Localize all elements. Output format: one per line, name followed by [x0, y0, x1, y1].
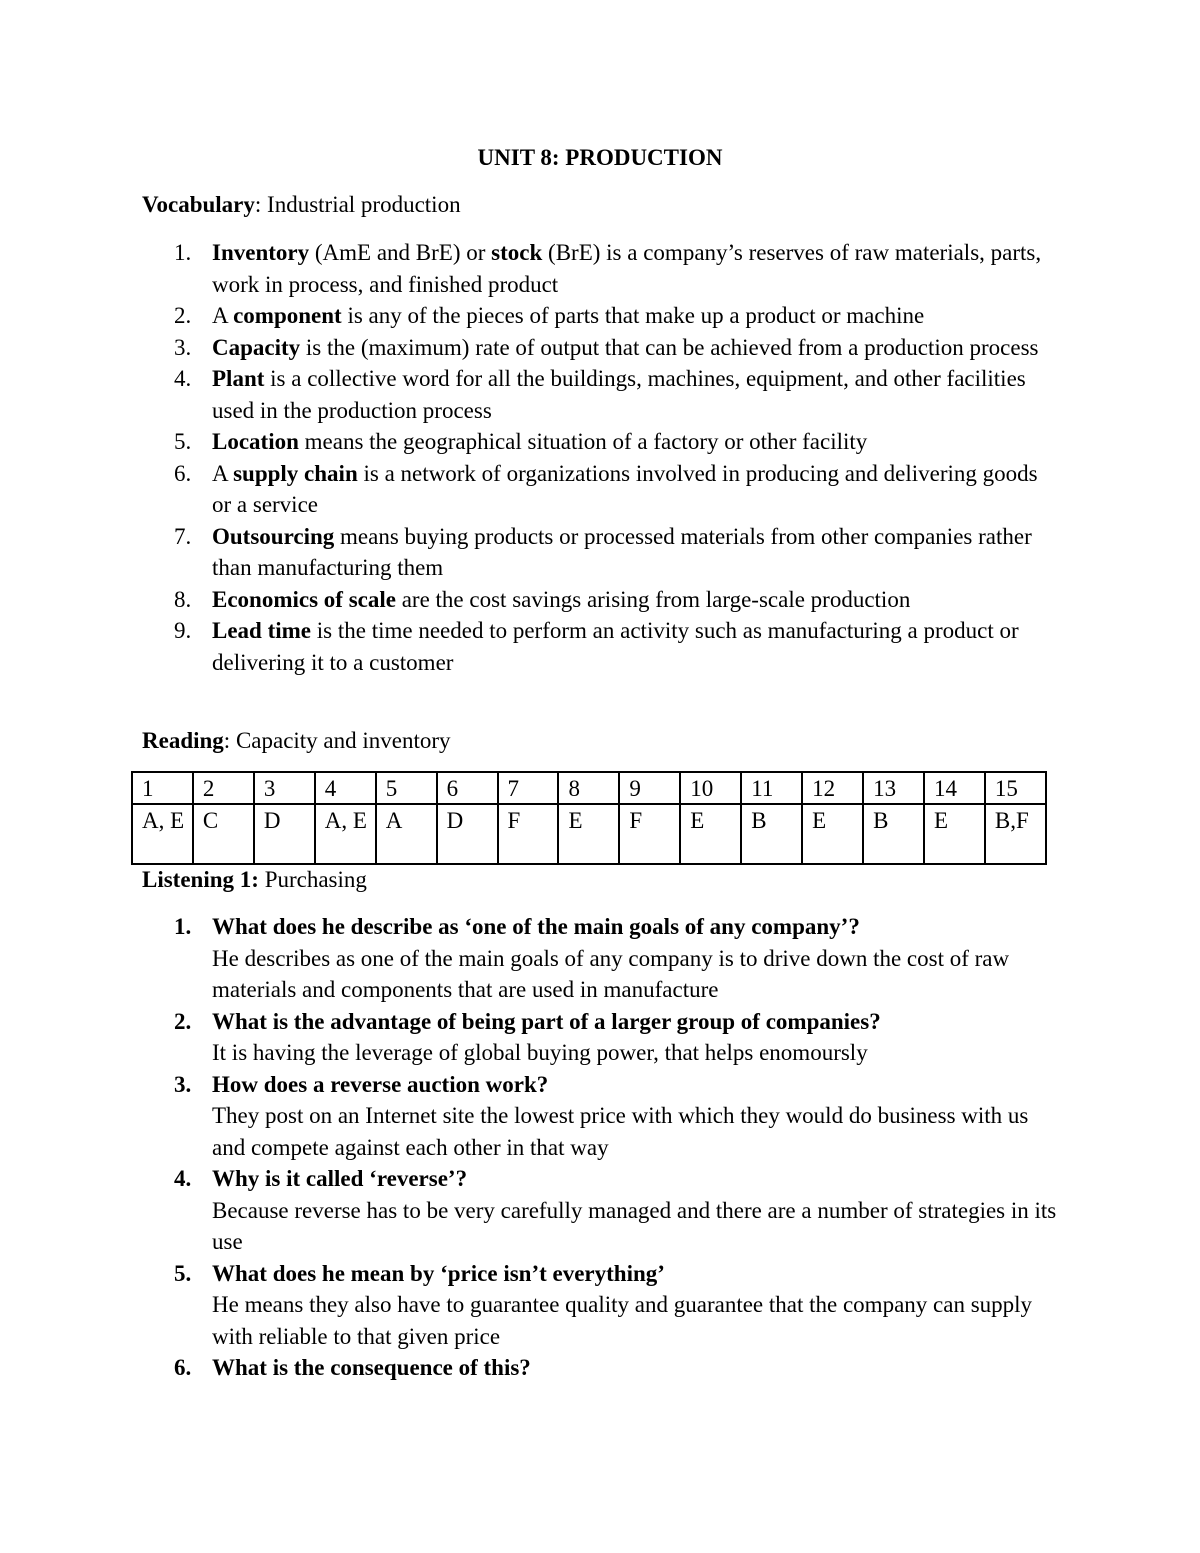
- item-number: 6.: [174, 1355, 192, 1380]
- item-number: 2.: [174, 303, 192, 328]
- vocabulary-item: [142, 300, 1062, 332]
- listening-item: [142, 1352, 1062, 1384]
- listening-answer: He means they also have to guarantee quality and guarantee that the company can supply with reliable to that given price: [212, 1292, 1033, 1349]
- listening-answer: He describes as one of the main goals of any company is to drive down the cost of raw materials and components that are used in manufacture: [212, 945, 1010, 1002]
- answer-cell: E: [802, 804, 863, 864]
- vocabulary-term: component: [233, 303, 342, 328]
- listening-answer: They post on an Internet site the lowest price with which they would do business with us and compete against each other in that way: [212, 1103, 1029, 1160]
- listening-heading: [142, 864, 1062, 896]
- vocabulary-item: [142, 584, 1062, 616]
- question-number-cell: 14: [924, 772, 985, 804]
- question-number-cell: 6: [437, 772, 498, 804]
- listening-item: [142, 1163, 1062, 1258]
- table-row: [132, 804, 1046, 864]
- item-number: 4.: [174, 366, 192, 391]
- question-number-cell: 1: [132, 772, 193, 804]
- vocabulary-heading: Vocabulary: Industrial production: [142, 192, 461, 217]
- vocabulary-definition: (BrE) is a company’s reserves of raw materials, parts, work in process, and finished product: [212, 240, 1042, 297]
- item-number: 4.: [174, 1166, 192, 1191]
- listening-answer: It is having the leverage of global buying power, that helps enomoursly: [212, 1040, 868, 1065]
- vocabulary-term: Plant: [212, 366, 265, 391]
- question-number-cell: 15: [985, 772, 1046, 804]
- vocabulary-prefix: A: [212, 460, 234, 486]
- answer-cell: D: [437, 804, 498, 864]
- reading-topic: Capacity and inventory: [235, 728, 451, 753]
- vocabulary-label: Vocabulary: [142, 192, 255, 217]
- vocabulary-item: [142, 363, 1062, 426]
- listening-item: [142, 911, 1062, 1006]
- vocabulary-item: [142, 615, 1062, 678]
- answer-cell: E: [680, 804, 741, 864]
- vocabulary-definition: are the cost savings arising from large-scale production: [395, 586, 911, 612]
- vocabulary-term: Inventory: [212, 240, 310, 265]
- item-number: 3.: [174, 1071, 192, 1097]
- answer-cell: A: [376, 804, 437, 864]
- listening-question: What does he describe as ‘one of the main goals of any company’?: [212, 914, 860, 939]
- listening-label: Listening 1:: [142, 867, 259, 892]
- listening-item: [142, 1006, 1062, 1069]
- item-number: 2.: [174, 1008, 192, 1034]
- answer-cell: B: [863, 804, 924, 864]
- vocabulary-list: [142, 237, 1062, 678]
- vocabulary-term: Economics of scale: [212, 586, 396, 612]
- vocabulary-item: [142, 458, 1062, 521]
- question-number-cell: 11: [741, 772, 802, 804]
- listening-question: What does he mean by ‘price isn’t everything’: [212, 1260, 665, 1286]
- answer-cell: B: [741, 804, 802, 864]
- question-number-cell: 9: [619, 772, 680, 804]
- listening-item: [142, 1069, 1062, 1164]
- item-number: 1.: [174, 914, 192, 939]
- vocabulary-definition: is the (maximum) rate of output that can be achieved from a production process: [300, 334, 1039, 360]
- vocabulary-prefix: A: [212, 303, 234, 328]
- vocabulary-term: supply chain: [233, 460, 358, 486]
- question-number-cell: 4: [315, 772, 376, 804]
- answer-cell: E: [924, 804, 985, 864]
- vocabulary-term: Capacity: [212, 334, 301, 360]
- vocabulary-item: [142, 426, 1062, 458]
- answer-cell: D: [254, 804, 315, 864]
- question-number-cell: 13: [863, 772, 924, 804]
- listening-question: How does a reverse auction work?: [212, 1071, 549, 1097]
- answer-cell: A, E: [132, 804, 193, 864]
- listening-question: Why is it called ‘reverse’?: [212, 1166, 468, 1191]
- item-number: 6.: [174, 460, 192, 486]
- vocabulary-term: Outsourcing: [212, 523, 335, 549]
- vocabulary-item: [142, 237, 1062, 300]
- answer-cell: C: [193, 804, 254, 864]
- vocabulary-item: [142, 521, 1062, 584]
- item-number: 3.: [174, 334, 192, 360]
- listening-list: [142, 911, 1062, 1384]
- question-number-cell: 2: [193, 772, 254, 804]
- vocabulary-term: Lead time: [212, 618, 312, 643]
- listening-question: What is the advantage of being part of a larger group of companies?: [212, 1008, 881, 1034]
- vocabulary-topic: Industrial production: [267, 192, 461, 217]
- question-number-cell: 7: [498, 772, 559, 804]
- vocabulary-definition: is a collective word for all the buildings, machines, equipment, and other facilities used in the production process: [212, 366, 1026, 423]
- answer-cell: E: [558, 804, 619, 864]
- question-number-cell: 5: [376, 772, 437, 804]
- reading-label: Reading: [142, 728, 224, 753]
- listening-question: What is the consequence of this?: [212, 1355, 531, 1380]
- vocabulary-definition: means the geographical situation of a factory or other facility: [298, 429, 868, 454]
- answer-cell: A, E: [315, 804, 376, 864]
- question-number-cell: 12: [802, 772, 863, 804]
- listening-item: [142, 1258, 1062, 1353]
- item-number: 5.: [174, 1260, 192, 1286]
- item-number: 1.: [174, 240, 192, 265]
- page-title: UNIT 8: PRODUCTION: [477, 145, 723, 170]
- answer-cell: F: [619, 804, 680, 864]
- answer-cell: F: [498, 804, 559, 864]
- vocabulary-item: [142, 332, 1062, 364]
- item-number: 5.: [174, 429, 192, 454]
- vocabulary-text: (AmE and BrE) or: [309, 240, 492, 265]
- item-number: 7.: [174, 523, 192, 549]
- question-number-cell: 8: [558, 772, 619, 804]
- vocabulary-definition: is the time needed to perform an activity such as manufacturing a product or delivering it to a customer: [212, 618, 1019, 675]
- vocabulary-definition: means buying products or processed materials from other companies rather than manufacturing them: [212, 523, 1032, 580]
- vocabulary-term: stock: [491, 240, 543, 265]
- vocabulary-term: Location: [212, 429, 299, 454]
- item-number: 8.: [174, 586, 192, 612]
- listening-topic: Purchasing: [264, 867, 367, 892]
- vocabulary-definition: is any of the pieces of parts that make up a product or machine: [341, 303, 925, 328]
- question-number-cell: 10: [680, 772, 741, 804]
- reading-heading: Reading: Capacity and inventory: [142, 728, 451, 753]
- item-number: 9.: [174, 618, 192, 643]
- vocabulary-definition: is a network of organizations involved in producing and delivering goods or a service: [212, 460, 1038, 517]
- reading-answer-table: [131, 771, 1047, 865]
- table-row: [132, 772, 1046, 804]
- question-number-cell: 3: [254, 772, 315, 804]
- answer-cell: B,F: [985, 804, 1046, 864]
- listening-answer: Because reverse has to be very carefully managed and there are a number of strategies in its use: [212, 1197, 1057, 1254]
